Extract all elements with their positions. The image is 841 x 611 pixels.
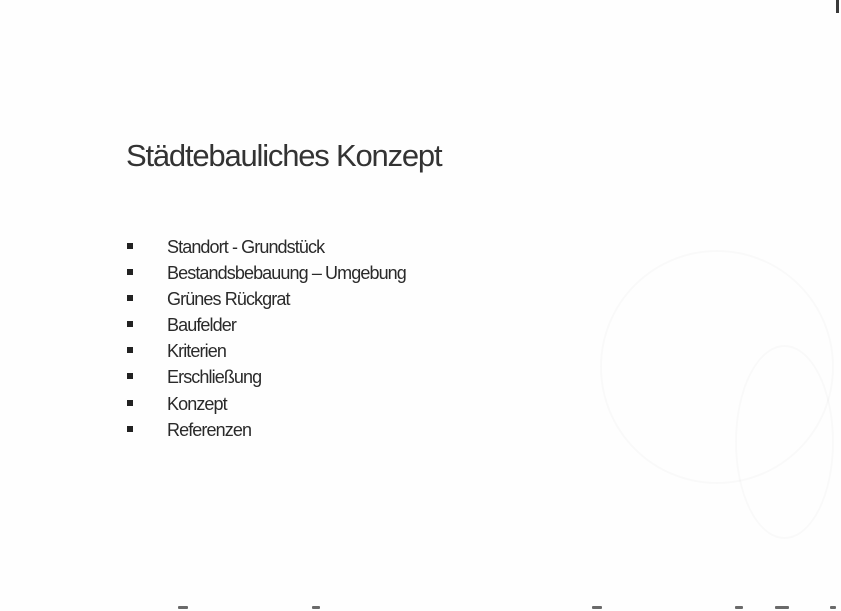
square-bullet-icon [127, 321, 133, 327]
list-item-label: Bestandsbebauung – Umgebung [167, 263, 406, 284]
square-bullet-icon [127, 295, 133, 301]
scan-artifact-mark [836, 0, 839, 13]
square-bullet-icon [127, 373, 133, 379]
scan-artifact-bottom-edge [0, 604, 841, 611]
square-bullet-icon [127, 426, 133, 432]
list-item-label: Baufelder [167, 315, 236, 336]
list-item-label: Referenzen [167, 419, 252, 440]
list-item-label: Grünes Rückgrat [167, 289, 290, 310]
list-item-label: Konzept [167, 393, 227, 414]
square-bullet-icon [127, 243, 133, 249]
list-item-label: Standort - Grundstück [167, 237, 325, 257]
square-bullet-icon [127, 347, 133, 353]
square-bullet-icon [127, 400, 133, 406]
square-bullet-icon [127, 269, 133, 275]
faint-watermark-arc [735, 345, 834, 539]
list-item-label: Erschließung [167, 367, 262, 388]
list-item-label: Kriterien [167, 341, 226, 362]
slide-title: Städtebauliches Konzept [126, 138, 442, 173]
